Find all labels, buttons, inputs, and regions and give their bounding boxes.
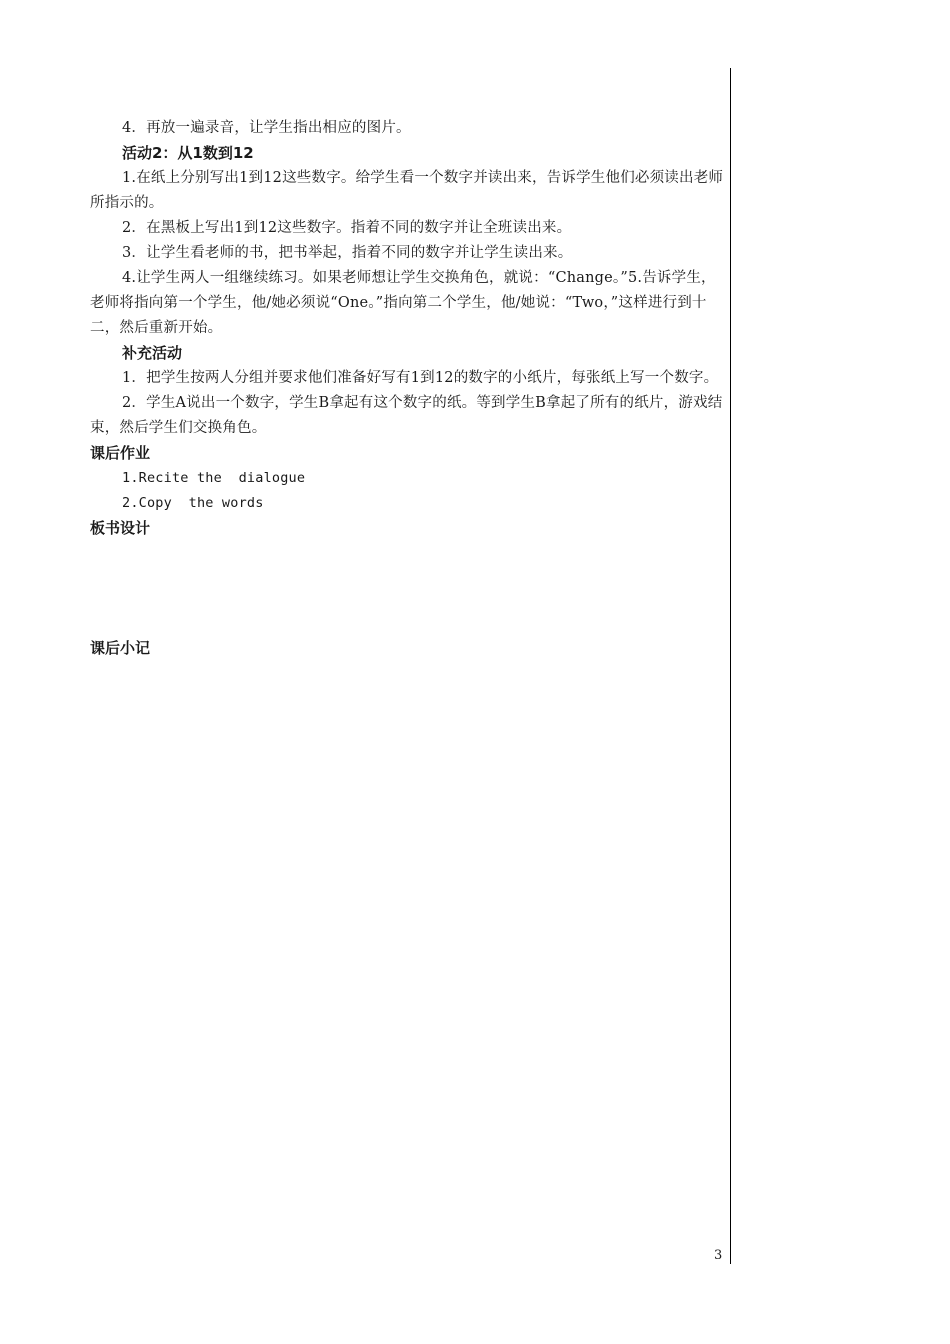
lesson-content [90,116,725,661]
activity-2-step-1: 1.在纸上分别写出1到12这些数字。给学生看一个数字并读出来，告诉学生他们必须读出老师所指示的。 [90,170,724,211]
activity-2-step-3: 3．让学生看老师的书，把书举起，指着不同的数字并让学生读出来。 [122,245,573,261]
supplementary-step-2: 2．学生A说出一个数字，学生B拿起有这个数字的纸。等到学生B拿起了所有的纸片，游戏结束，然后学生们交换角色。 [90,395,723,436]
activity-2-step-4: 4.让学生两人一组继续练习。如果老师想让学生交换角色，就说：“Change。”5.告诉学生，老师将指向第一个学生，他/她必须说“One。”指向第二个学生，他/她说：“Two，”这样进行到十二，然后重新开始。 [90,270,716,336]
supplementary-activity-heading: 补充活动 [122,344,183,362]
homework-item-1-line [90,466,725,491]
homework-heading: 课后作业 [90,444,151,462]
homework-item-2: 2.Copy the words [122,495,264,511]
page-number: 3 [714,1248,723,1263]
homework-item-1: 1.Recite the dialogue [122,470,306,486]
board-design-heading: 板书设计 [90,519,151,537]
activity-2-heading: 活动2：从1数到12 [122,144,254,162]
activity-2-step-2: 2．在黑板上写出1到12这些数字。指着不同的数字并让全班读出来。 [122,220,572,236]
step-4-line: 4．再放一遍录音，让学生指出相应的图片。 [122,120,411,136]
board-design-space [90,541,725,636]
after-class-notes-heading: 课后小记 [90,639,151,657]
supplementary-step-1: 1．把学生按两人分组并要求他们准备好写有1到12的数字的小纸片，每张纸上写一个数字。 [122,370,719,386]
homework-item-2-line [90,491,725,516]
table-right-border [730,68,731,1264]
